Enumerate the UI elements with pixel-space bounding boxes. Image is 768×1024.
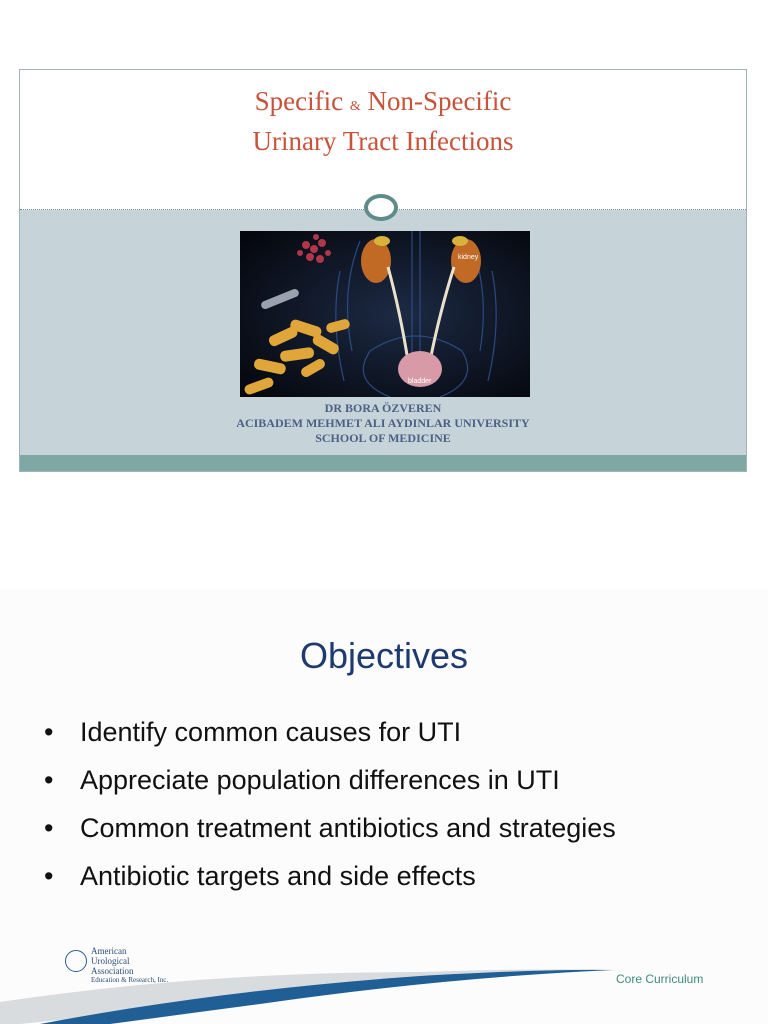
label-kidney: kidney: [458, 254, 479, 261]
list-item: [40, 708, 616, 756]
aua-subtitle: Education & Research, Inc.: [91, 976, 169, 984]
author-institution: ACIBADEM MEHMET ALI AYDINLAR UNIVERSITY: [236, 416, 530, 430]
objective-text: Appreciate population differences in UTI: [80, 765, 560, 795]
core-curriculum-label: Core Curriculum: [616, 972, 704, 986]
objectives-slide: [0, 590, 768, 1024]
logo-line: Urological: [91, 956, 130, 966]
list-item: [40, 756, 616, 804]
author-name: DR BORA ÖZVEREN: [324, 401, 442, 415]
objective-text: Identify common causes for UTI: [80, 717, 462, 747]
slide-title: [20, 84, 746, 158]
bullet-icon: •: [44, 861, 54, 891]
aua-seal-icon: [65, 950, 87, 972]
kidney-right: [451, 239, 481, 283]
bullet-icon: •: [44, 717, 54, 747]
title-part-2: Non-Specific: [360, 86, 512, 116]
list-item: [40, 804, 616, 852]
adrenal-right: [452, 236, 468, 246]
kidney-left: [361, 239, 391, 283]
ring-ornament: [364, 194, 398, 221]
label-bladder: bladder: [408, 378, 432, 385]
title-slide: [19, 69, 747, 472]
logo-line: American: [91, 946, 127, 956]
objectives-title: Objectives: [299, 635, 469, 676]
objective-text: Common treatment antibiotics and strategies: [80, 813, 616, 843]
objectives-list: [40, 708, 616, 900]
list-item: [40, 852, 616, 900]
title-part-1: Specific: [254, 86, 350, 116]
aua-logo: [65, 946, 195, 986]
aua-org-name: [91, 946, 134, 976]
bullet-icon: •: [44, 813, 54, 843]
adrenal-left: [374, 236, 390, 246]
bullet-icon: •: [44, 765, 54, 795]
objective-text: Antibiotic targets and side effects: [80, 861, 476, 891]
author-school: SCHOOL OF MEDICINE: [315, 431, 451, 445]
logo-line: Association: [91, 966, 134, 976]
urinary-tract-illustration: [240, 231, 530, 397]
author-block: [20, 401, 746, 446]
slide-footer-bar: [20, 455, 746, 472]
title-ampersand: &: [349, 99, 361, 114]
title-line-2: Urinary Tract Infections: [252, 126, 514, 156]
